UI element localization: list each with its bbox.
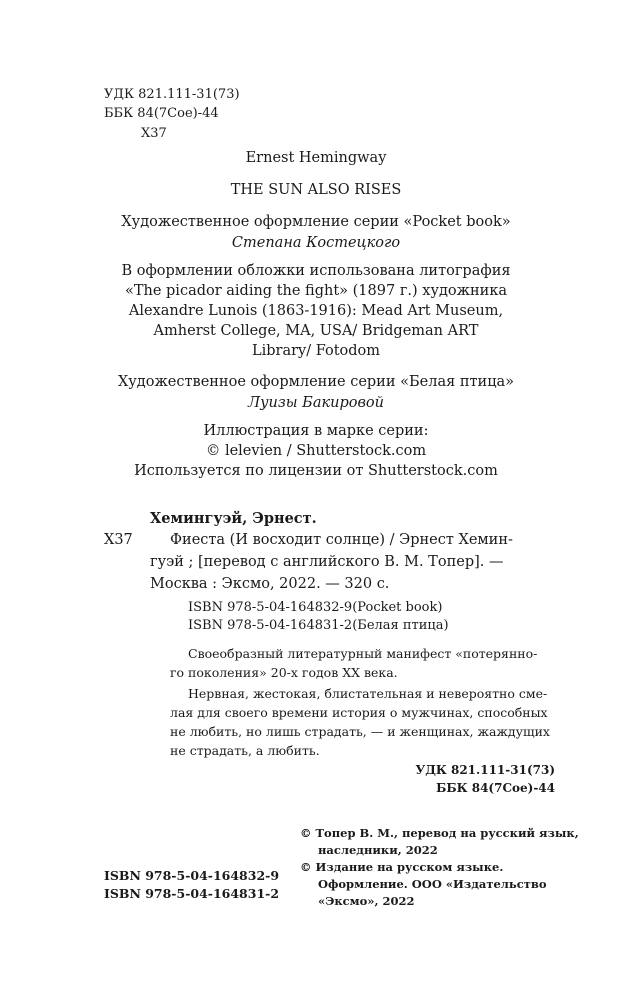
annotation-p2-line3: не любить, но лишь страдать, — и женщинах, жаждущих xyxy=(170,724,550,739)
credits-white-bird-line2: Луизы Бакировой xyxy=(248,395,384,411)
header-udk: УДК 821.111-31(73) xyxy=(104,87,240,102)
copyright-line3: © Издание на русском языке. xyxy=(300,860,504,874)
cover-credit-line3: Alexandre Lunois (1863-1916): Mead Art Museum, xyxy=(128,303,504,319)
copyright-line5: «Эксмо», 2022 xyxy=(318,894,415,908)
bottom-isbn-line2: ISBN 978-5-04-164831-2 xyxy=(104,886,280,901)
illustration-credit-line3: Используется по лицензии от Shutterstock.com xyxy=(134,463,498,479)
copyright-line4: Оформление. ООО «Издательство xyxy=(318,877,547,891)
annotation-p2-line4: не страдать, а любить. xyxy=(170,743,320,758)
illustration-credit-line2: © lelevien / Shutterstock.com xyxy=(205,443,427,459)
copyright-line1: © Топер В. М., перевод на русский язык, xyxy=(300,826,579,840)
cover-credit-line4: Amherst College, MA, USA/ Bridgeman ART xyxy=(153,323,479,339)
credits-white-bird-line1: Художественное оформление серии «Белая птица» xyxy=(117,374,515,390)
bib-desc-line3: Москва : Эксмо, 2022. — 320 с. xyxy=(150,576,390,592)
annotation-p2-line2: лая для своего времени история о мужчинах, способных xyxy=(170,705,548,720)
original-author: Ernest Hemingway xyxy=(245,150,387,166)
copyright-line2: наследники, 2022 xyxy=(318,843,438,857)
credits-pocket-line1: Художественное оформление серии «Pocket book» xyxy=(121,214,511,230)
cover-credit-line5: Library/ Fotodom xyxy=(251,343,381,359)
bib-desc-line2: гуэй ; [перевод с английского В. М. Топер]. — xyxy=(150,554,504,570)
bib-bbk: ББК 84(7Сое)-44 xyxy=(436,781,555,795)
annotation-p2-line1: Нервная, жестокая, блистательная и невероятно сме- xyxy=(188,686,548,701)
credits-pocket-line2: Степана Костецкого xyxy=(231,235,401,251)
illustration-credit-line1: Иллюстрация в марке серии: xyxy=(203,423,429,439)
header-author-sign: Х37 xyxy=(141,126,167,141)
bib-udk: УДК 821.111-31(73) xyxy=(415,763,555,777)
bottom-isbn-line1: ISBN 978-5-04-164832-9 xyxy=(104,868,280,883)
bib-isbn-line2: ISBN 978-5-04-164831-2(Белая птица) xyxy=(188,618,449,633)
bib-desc-line1: Фиеста (И восходит солнце) / Эрнест Хемин- xyxy=(170,532,513,548)
cover-credit-line2: «The picador aiding the fight» (1897 г.) художника xyxy=(124,283,508,299)
original-title: THE SUN ALSO RISES xyxy=(230,182,402,198)
annotation-p1-line2: го поколения» 20-х годов XX века. xyxy=(170,665,398,680)
bib-isbn-line1: ISBN 978-5-04-164832-9(Pocket book) xyxy=(188,600,443,615)
bib-heading: Хемингуэй, Эрнест. xyxy=(150,510,317,527)
header-bbk: ББК 84(7Сое)-44 xyxy=(104,106,219,121)
cover-credit-line1: В оформлении обложки использована литография xyxy=(121,263,511,279)
annotation-p1-line1: Своеобразный литературный манифест «потерянно- xyxy=(188,646,538,661)
bib-sign: Х37 xyxy=(104,532,133,548)
